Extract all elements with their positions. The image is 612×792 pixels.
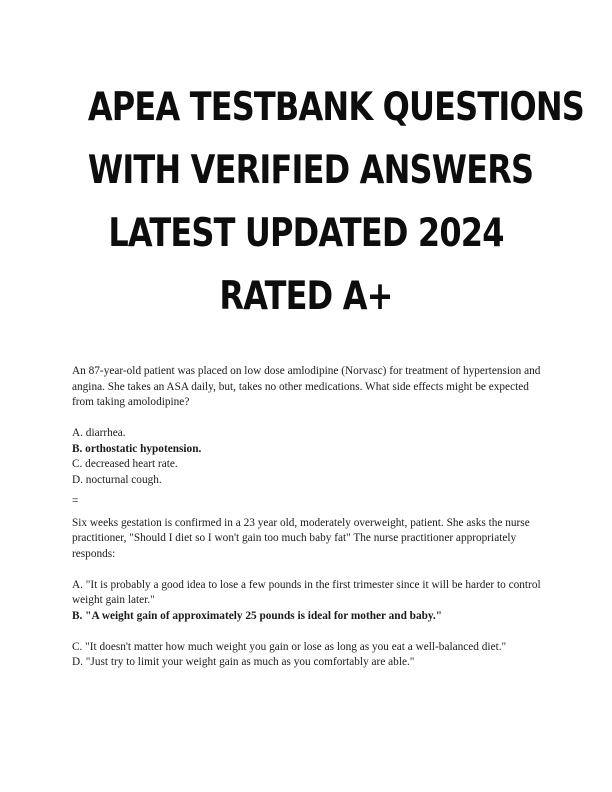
question-1-option-c: C. decreased heart rate. — [72, 458, 178, 470]
question-1-stem: An 87-year-old patient was placed on low dose amlodipine (Norvasc) for treatment of hypertension and angina. She takes an ASA daily, but, takes no other medications. What side effects might be expected from taking amolodipine? — [72, 365, 541, 408]
title-line: APEA TESTBANK QUESTIONS — [87, 85, 584, 130]
question-separator: = — [72, 495, 79, 507]
question-2-option-a: A. "It is probably a good idea to lose a few pounds in the first trimester since it will be harder to control weight gain later." — [72, 578, 541, 606]
question-2-stem: Six weeks gestation is confirmed in a 23 year old, moderately overweight, patient. She asks the nurse practitioner, "Should I diet so I won't gain too much baby fat" The nurse practitioner appropriately responds: — [72, 516, 530, 560]
question-1-option-d: D. nocturnal cough. — [72, 473, 162, 486]
title-line: WITH VERIFIED ANSWERS — [87, 148, 534, 193]
document-title — [87, 76, 584, 328]
question-2-option-d: D. "Just try to limit your weight gain as much as you comfortably are able." — [72, 656, 415, 668]
question-1-option-a: A. diarrhea. — [72, 427, 126, 439]
title-line: RATED A+ — [219, 274, 393, 319]
document-body — [72, 364, 542, 671]
title-line: LATEST UPDATED 2024 — [108, 211, 504, 256]
question-2-option-b-correct: B. "A weight gain of approximately 25 pounds is ideal for mother and baby." — [72, 609, 443, 622]
question-2-option-c: C. "It doesn't matter how much weight you gain or lose as long as you eat a well-balanced diet." — [72, 640, 507, 653]
question-1-option-b-correct: B. orthostatic hypotension. — [72, 442, 202, 455]
